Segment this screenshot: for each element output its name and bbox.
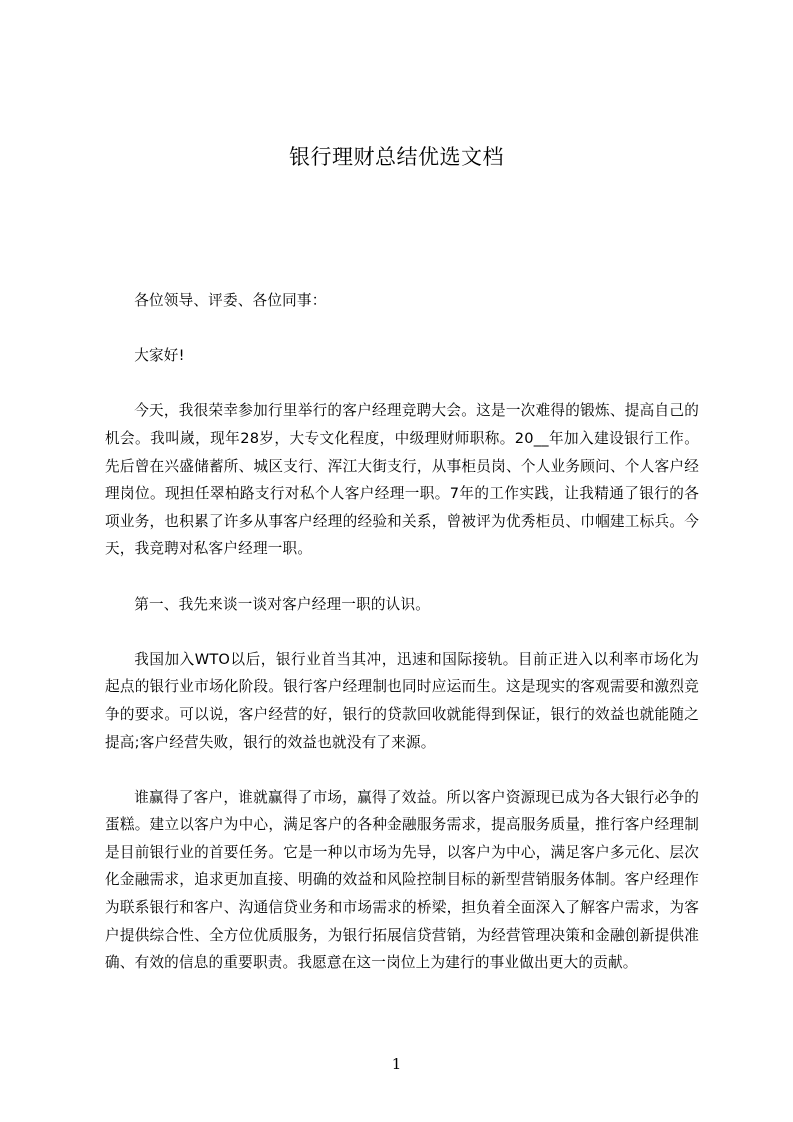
section-heading-paragraph: 第一、我先来谈一谈对客户经理一职的认识。 [134, 595, 431, 613]
greeting-paragraph: 大家好! [134, 347, 185, 365]
body-paragraph: 我国加入WTO以后，银行业首当其冲，迅速和国际接轨。目前正进入以利率市场化为起点的银行业市场化阶段。银行客户经理制也同时应运而生。这是现实的客观需要和激烈竞争的要求。可以说，客户经营的好，银行的贷款回收就能得到保证，银行的效益也就能随之提高;客户经营失败，银行的效益也就没有了来源。 [105, 650, 699, 751]
document-body [105, 287, 699, 977]
document-title: 银行理财总结优选文档 [289, 145, 504, 169]
page-number: 1 [391, 1055, 402, 1073]
introduction-paragraph: 今天，我很荣幸参加行里举行的客户经理竞聘大会。这是一次难得的锻炼、提高自己的机会。我叫嵗，现年28岁，大专文化程度，中级理财师职称。20__年加入建设银行工作。先后曾在兴盛储蓄所、城区支行、浑江大街支行，从事柜员岗、个人业务顾问、个人客户经理岗位。现担任翠柏路支行对私个人客户经理一职。7年的工作实践，让我精通了银行的各项业务，也积累了许多从事客户经理的经验和关系，曾被评为优秀柜员、巾帼建工标兵。今天，我竞聘对私客户经理一职。 [105, 402, 699, 558]
body-paragraph: 谁赢得了客户，谁就赢得了市场，赢得了效益。所以客户资源现已成为各大银行必争的蛋糕。建立以客户为中心，满足客户的各种金融服务需求，提高服务质量，推行客户经理制是目前银行业的首要任务。它是一种以市场为先导，以客户为中心，满足客户多元化、层次化金融需求，追求更加直接、明确的效益和风险控制目标的新型营销服务体制。客户经理作为联系银行和客户、沟通信贷业务和市场需求的桥梁，担负着全面深入了解客户需求，为客户提供综合性、全方位优质服务，为银行拓展信贷营销，为经营管理决策和金融创新提供准确、有效的信息的重要职责。我愿意在这一岗位上为建行的事业做出更大的贡献。 [105, 788, 699, 972]
salutation-paragraph: 各位领导、评委、各位同事： [134, 292, 327, 309]
